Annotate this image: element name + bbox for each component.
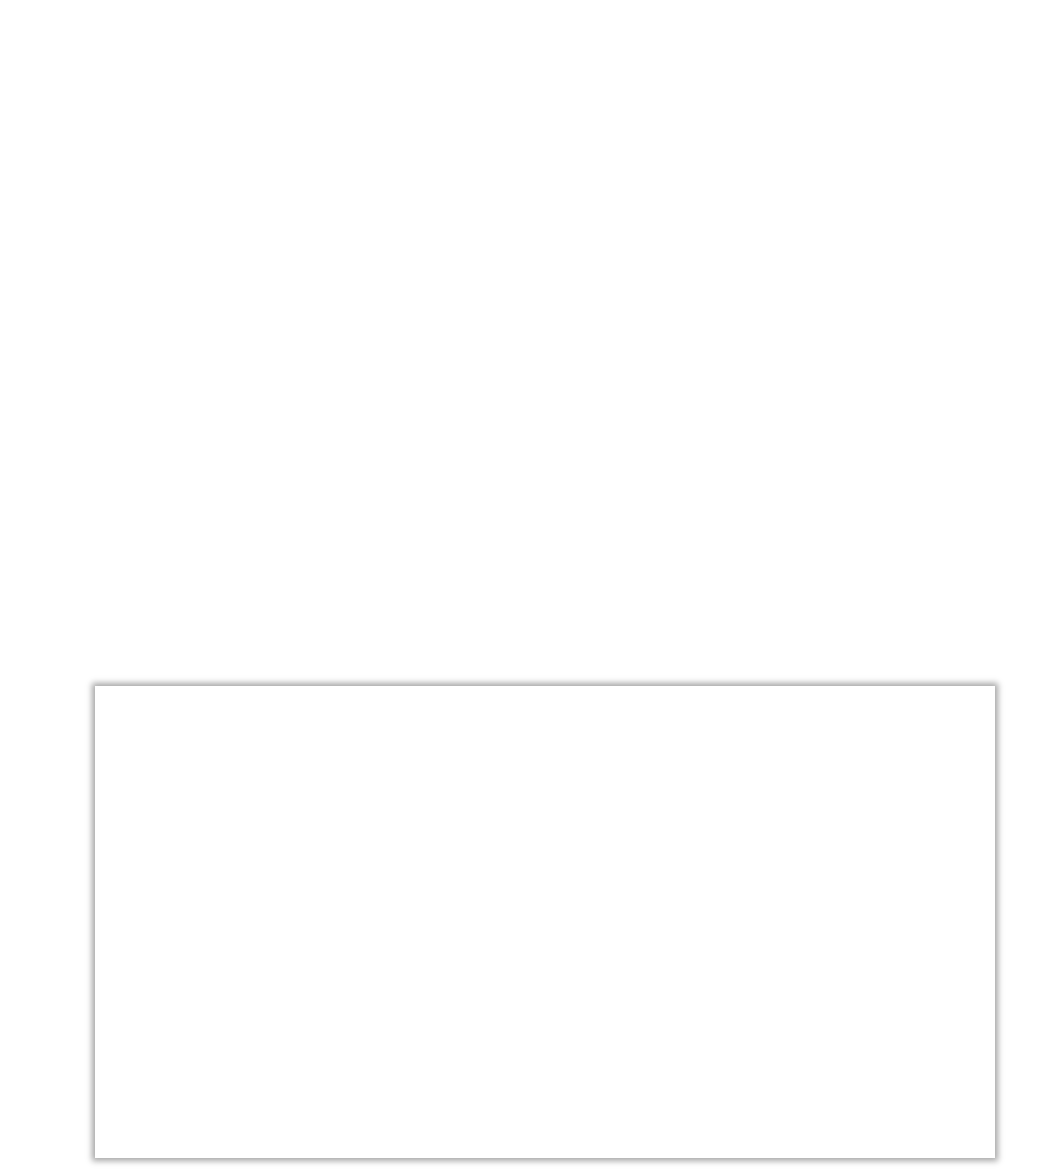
abstract-body <box>148 298 482 683</box>
figure-1 <box>95 686 995 1158</box>
intro-paragraph-2 <box>541 265 935 289</box>
introduction-column <box>541 261 935 686</box>
figure-diagram <box>95 686 995 1078</box>
